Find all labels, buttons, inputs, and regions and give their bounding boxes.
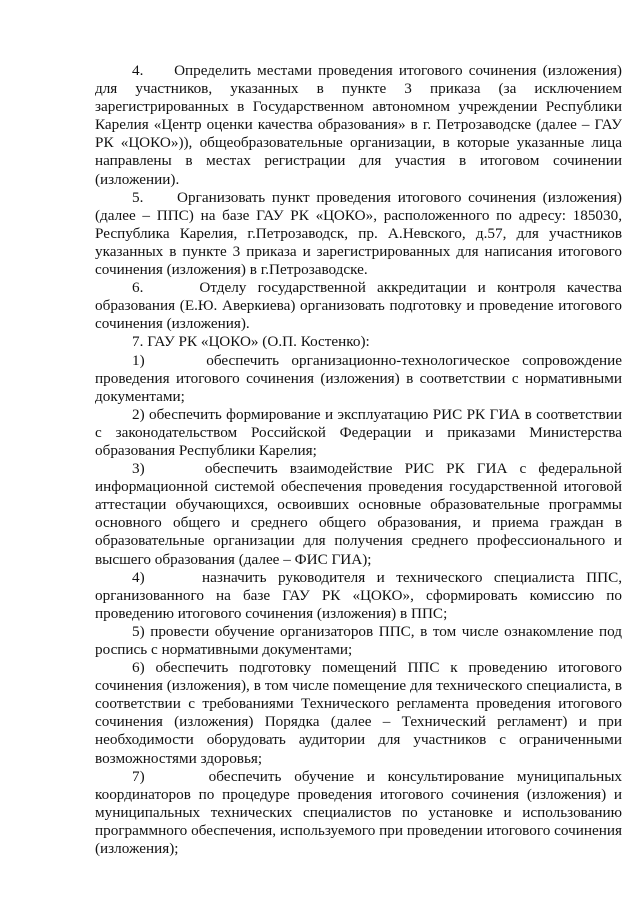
subitem-3: 3) обеспечить взаимодействие РИС РК ГИА с федеральной информационной системой обеспечения проведения государственной итоговой аттестации обучающихся, освоивших основные образовательные программы основного общего и среднего общего образования, и приема граждан в образовательные организации для получения среднего профессионального и высшего образования (далее – ФИС ГИА); bbox=[95, 460, 622, 568]
paragraph-item-4: 4. Определить местами проведения итогового сочинения (изложения) для участников, указанных в пункте 3 приказа (за исключением зарегистрированных в Государственном автономном учреждении Республики Карелия «Центр оценки качества образования» в г. Петрозаводске (далее – ГАУ РК «ЦОКО»)), общеобразовательные организации, в которые указанные лица направлены в местах регистрации для участия в итоговом сочинении (изложении). bbox=[95, 62, 622, 188]
subitem-2: 2) обеспечить формирование и эксплуатацию РИС РК ГИА в соответствии с законодательством Российской Федерации и приказами Министерства образования Республики Карелия; bbox=[95, 405, 622, 459]
subitem-6: 6) обеспечить подготовку помещений ППС к проведению итогового сочинения (изложения), в том числе помещение для технического специалиста, в соответствии с требованиями Технического регламента проведения итогового сочинения (изложения) Порядка (далее – Технический регламент) и при необходимости оборудовать аудитории для участников с ограниченными возможностями здоровья; bbox=[95, 659, 622, 767]
subitem-7: 7) обеспечить обучение и консультирование муниципальных координаторов по процедуре проведения итогового сочинения (изложения) и муниципальных технических специалистов по установке и использованию программного обеспечения, используемого при проведении итогового сочинения (изложения); bbox=[95, 767, 622, 858]
subitem-4: 4) назначить руководителя и технического специалиста ППС, организованного на базе ГАУ РК «ЦОКО», сформировать комиссию по проведению итогового сочинения (изложения) в ППС; bbox=[95, 568, 622, 622]
paragraph-item-6: 6. Отделу государственной аккредитации и контроля качества образования (Е.Ю. Аверкиева) организовать подготовку и проведение итогового сочинения (изложения). bbox=[95, 279, 622, 333]
paragraph-item-5: 5. Организовать пункт проведения итогового сочинения (изложения) (далее – ППС) на базе ГАУ РК «ЦОКО», расположенного по адресу: 185030, Республика Карелия, г.Петрозаводск, пр. А.Невского, д.57, для участников указанных в пункте 3 приказа и зарегистрированных для написания итогового сочинения (изложения) в г.Петрозаводске. bbox=[95, 188, 622, 279]
paragraph-item-7-heading: 7. ГАУ РК «ЦОКО» (О.П. Костенко): bbox=[132, 333, 370, 351]
subitem-1: 1) обеспечить организационно-технологическое сопровождение проведения итогового сочинения (изложения) в соответствии с нормативными документами; bbox=[95, 351, 622, 405]
subitem-5: 5) провести обучение организаторов ППС, в том числе ознакомление под роспись с нормативными документами; bbox=[95, 622, 622, 658]
document-page bbox=[95, 62, 622, 858]
